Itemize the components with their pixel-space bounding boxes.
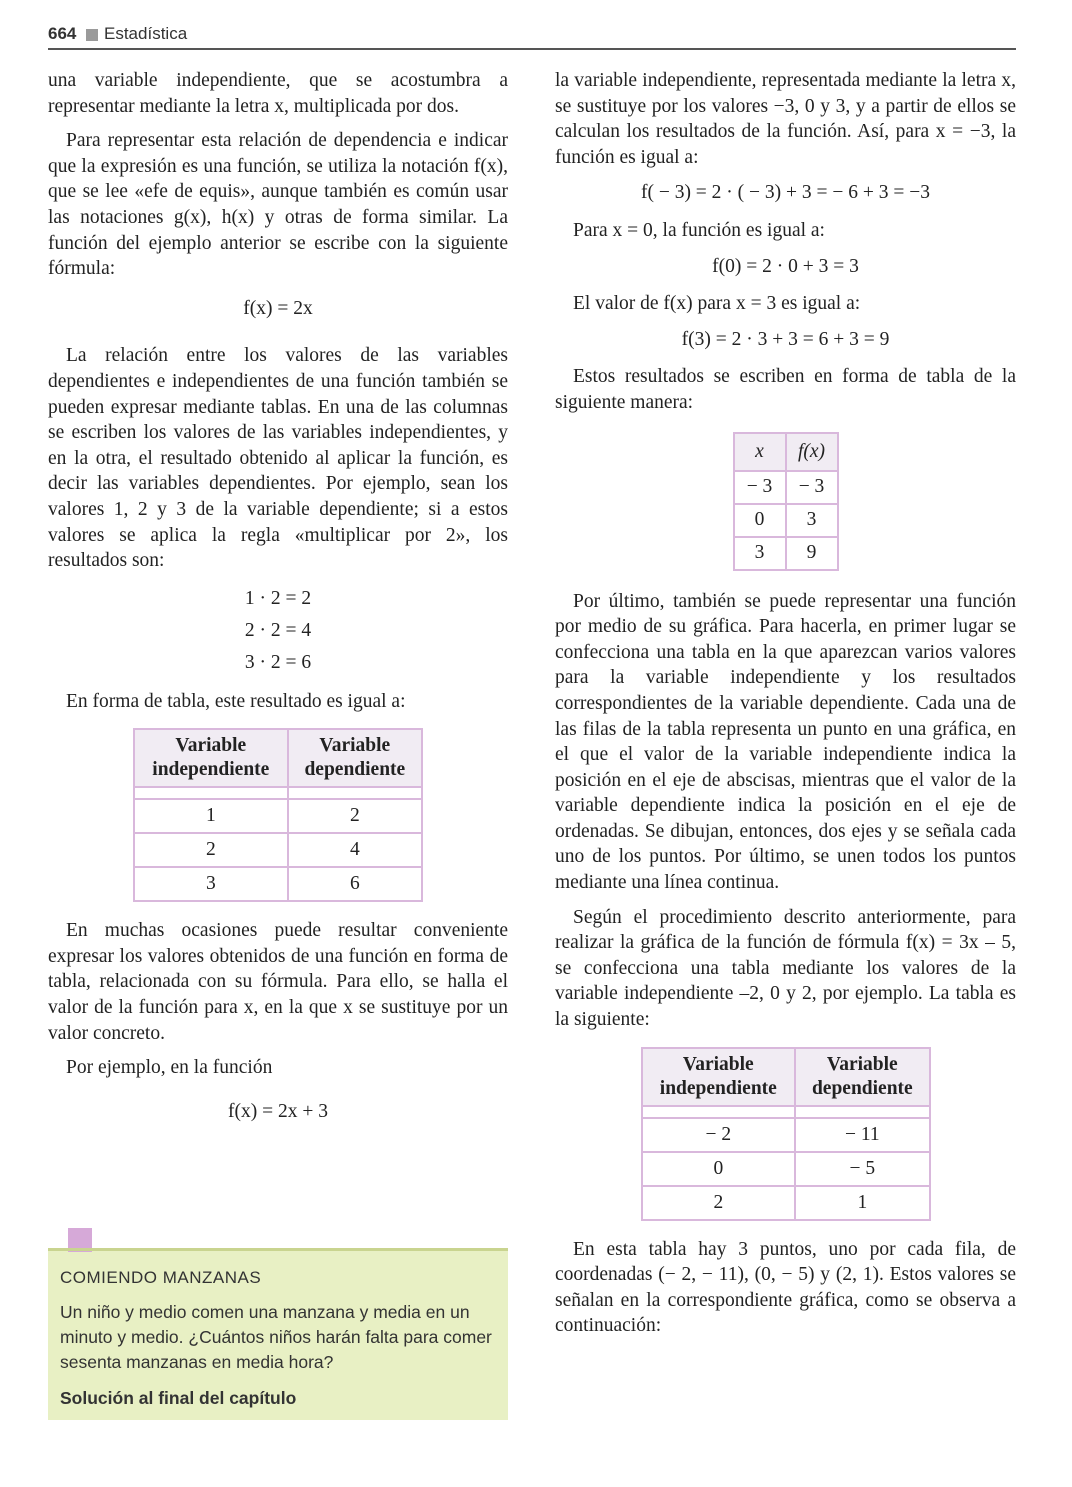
section-title: Estadística bbox=[104, 24, 188, 43]
table-row bbox=[134, 867, 422, 901]
table-row bbox=[642, 1152, 930, 1186]
formula: f(x) = 2x + 3 bbox=[228, 1100, 328, 1122]
table-row bbox=[734, 471, 838, 504]
table-row bbox=[642, 1118, 930, 1152]
formula: f(x) = 2x bbox=[243, 297, 313, 319]
paragraph: En forma de tabla, este resultado es igual a: bbox=[66, 690, 406, 712]
paragraph: una variable independiente, que se acostumbra a representar mediante la letra x, multiplicada por dos. bbox=[48, 70, 508, 117]
paragraph: Para x = 0, la función es igual a: bbox=[573, 219, 825, 241]
equation-list bbox=[48, 583, 508, 679]
equation: 3 · 2 = 6 bbox=[244, 651, 312, 673]
paragraph: Según el procedimiento descrito anteriormente, para realizar la gráfica de la función de fórmula f(x) = 3x – 5, se confecciona una tabla mediante los valores de la variable independiente –2, 0 y 2, por ejemplo. La tabla es la siguiente: bbox=[555, 906, 1016, 1031]
paragraph: Por último, también se puede representar una función por medio de su gráfica. Para hacerla, en primer lugar se confecciona una tabla en la que aparezcan varios valores para la variable independiente y los resultados correspondientes de la variable dependiente. Cada una de las filas de la tabla representa un punto en una gráfica, en el que el valor de la variable independiente indica la posición en el eje de abscisas, mientras que el valor de la variable dependiente indica la posición en el eje de ordenadas. Se dibujan, entonces, dos ejes y se señala cada uno de los puntos. Por último, se unen todos los puntos mediante una línea continua. bbox=[555, 590, 1016, 894]
values-table bbox=[733, 432, 839, 571]
table-row bbox=[642, 1186, 930, 1220]
table-cell: 9 bbox=[786, 537, 838, 570]
table-row bbox=[734, 504, 838, 537]
table-header: f(x) bbox=[786, 433, 838, 471]
table-wrapper bbox=[555, 1047, 1016, 1221]
box-title: COMIENDO MANZANAS bbox=[60, 1268, 262, 1287]
paragraph: El valor de f(x) para x = 3 es igual a: bbox=[573, 293, 861, 315]
values-table bbox=[641, 1047, 931, 1221]
square-bullet-icon bbox=[86, 29, 98, 41]
table-cell: − 3 bbox=[786, 471, 838, 504]
table-header: Variable dependiente bbox=[288, 729, 422, 787]
table-cell: 0 bbox=[642, 1152, 796, 1186]
table-wrapper bbox=[48, 728, 508, 902]
paragraph: Por ejemplo, en la función bbox=[66, 1057, 273, 1079]
paragraph: En muchas ocasiones puede resultar conveniente expresar los valores obtenidos de una función en forma de tabla, relacionada con su fórmula. Para ello, se halla el valor de la función para x, en la que x se sustituye por un valor concreto. bbox=[48, 920, 508, 1044]
table-header: Variable dependiente bbox=[795, 1048, 929, 1106]
table-row bbox=[134, 799, 422, 833]
table-cell: 1 bbox=[134, 799, 288, 833]
box-solution-note: Solución al final del capítulo bbox=[60, 1388, 297, 1408]
left-column bbox=[48, 68, 508, 1138]
table-cell: 1 bbox=[795, 1186, 929, 1220]
paragraph: la variable independiente, representada mediante la letra x, se sustituye por los valores −3, 0 y 3, y a partir de ellos se calculan los resultados de la función. Así, para x = −3, la función es igual a: bbox=[555, 70, 1016, 168]
table-row bbox=[734, 537, 838, 570]
puzzle-box bbox=[48, 1248, 508, 1420]
formula: f( − 3) = 2 · ( − 3) + 3 = − 6 + 3 = −3 bbox=[640, 182, 931, 204]
table-cell: − 3 bbox=[734, 471, 786, 504]
paragraph: Estos resultados se escriben en forma de tabla de la siguiente manera: bbox=[555, 366, 1016, 413]
paragraph: La relación entre los valores de las variables dependientes e independientes de una función también se pueden expresar mediante tablas. En una de las columnas se escriben los valores de las variables independientes, y en la otra, el resultado obtenido al aplicar la función, es decir las variables dependientes. Por ejemplo, sean los valores 1, 2 y 3 de la variable dependiente; si a estos valores se aplica la regla «multiplicar por 2», los resultados son: bbox=[48, 345, 508, 572]
table-cell: 4 bbox=[288, 833, 422, 867]
table-cell: − 2 bbox=[642, 1118, 796, 1152]
page-number: 664 bbox=[48, 24, 77, 43]
paragraph: En esta tabla hay 3 puntos, uno por cada fila, de coordenadas (− 2, − 11), (0, − 5) y (2, 1). Estos valores se señalan en la correspondiente gráfica, como se observa a continuación: bbox=[555, 1238, 1016, 1337]
right-column bbox=[555, 68, 1016, 1348]
table-cell: 0 bbox=[734, 504, 786, 537]
formula: f(0) = 2 · 0 + 3 = 3 bbox=[712, 255, 859, 277]
table-cell: 3 bbox=[134, 867, 288, 901]
page-header bbox=[48, 22, 1016, 50]
table-cell: 2 bbox=[134, 833, 288, 867]
table-header: x bbox=[734, 433, 786, 471]
values-table bbox=[133, 728, 423, 902]
paragraph: Para representar esta relación de dependencia e indicar que la expresión es una función, se utiliza la notación f(x), que se lee «efe de equis», aunque también es común usar las notaciones g(x), h(x) y otras de forma similar. La función del ejemplo anterior se escribe con la siguiente fórmula: bbox=[48, 130, 508, 280]
box-text: Un niño y medio comen una manzana y media en un minuto y medio. ¿Cuántos niños harán falta para comer sesenta manzanas en media hora? bbox=[60, 1302, 492, 1372]
table-header: Variable independiente bbox=[642, 1048, 796, 1106]
table-row bbox=[134, 833, 422, 867]
formula: f(3) = 2 · 3 + 3 = 6 + 3 = 9 bbox=[681, 328, 890, 350]
table-cell: − 5 bbox=[795, 1152, 929, 1186]
equation: 1 · 2 = 2 bbox=[244, 587, 312, 609]
table-cell: 6 bbox=[288, 867, 422, 901]
equation: 2 · 2 = 4 bbox=[244, 619, 312, 641]
table-cell: 2 bbox=[642, 1186, 796, 1220]
box-top-rule bbox=[48, 1248, 508, 1251]
table-cell: 2 bbox=[288, 799, 422, 833]
table-cell: − 11 bbox=[795, 1118, 929, 1152]
table-header: Variable independiente bbox=[134, 729, 288, 787]
table-wrapper bbox=[555, 432, 1016, 571]
table-cell: 3 bbox=[734, 537, 786, 570]
table-cell: 3 bbox=[786, 504, 838, 537]
